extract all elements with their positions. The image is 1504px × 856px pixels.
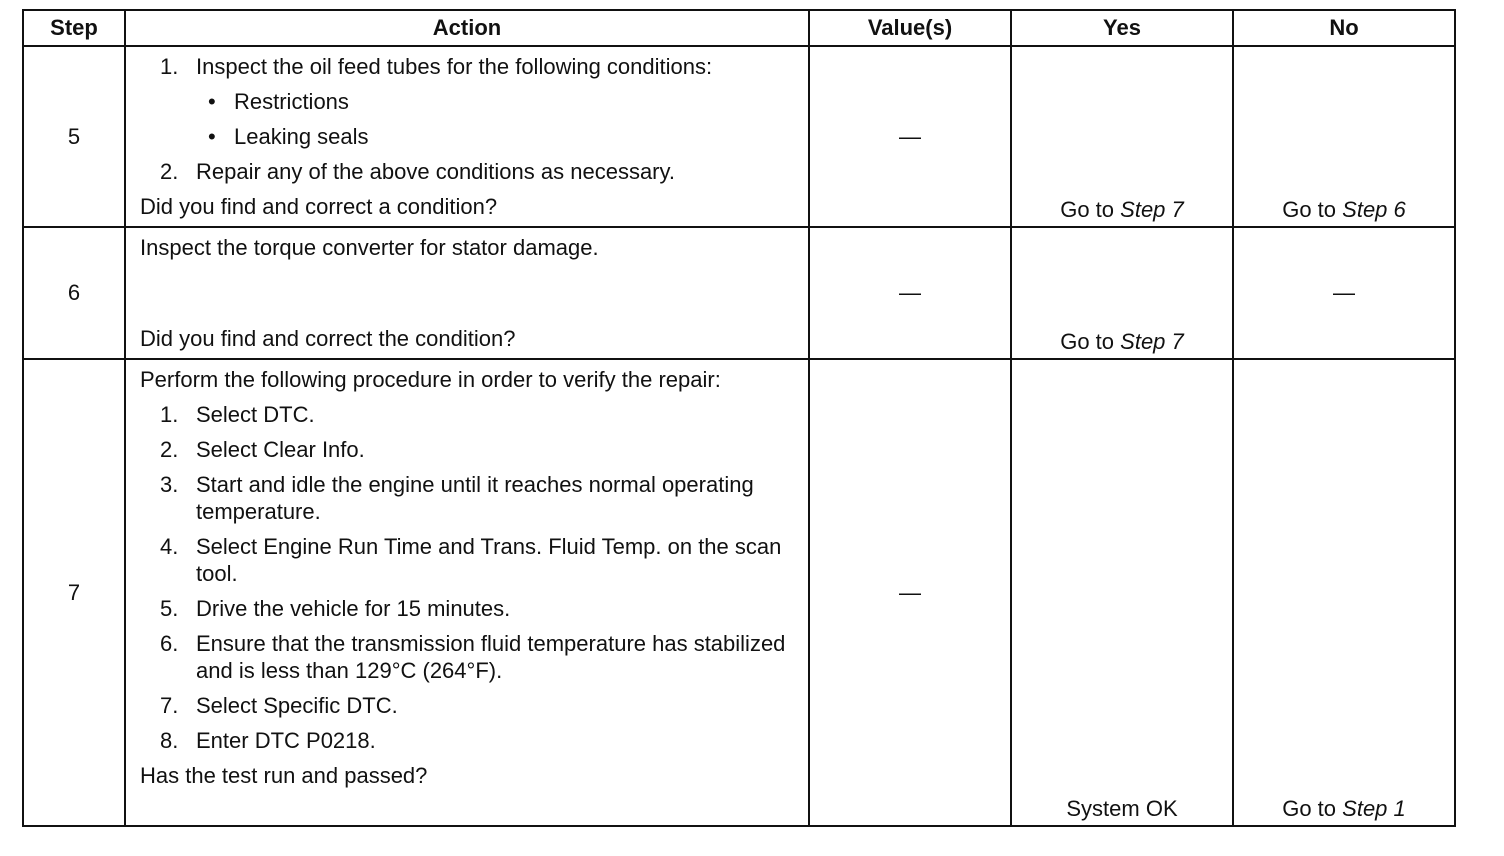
step-link[interactable]: Step 7 — [1120, 329, 1184, 354]
action-item: Ensure that the transmission fluid temperature has stabilized and is less than 129°C (264°F). — [196, 631, 786, 683]
no-cell: — — [1233, 227, 1455, 359]
step-link[interactable]: Step 7 — [1120, 197, 1184, 222]
bullet-icon: • — [208, 89, 216, 114]
header-step: Step — [23, 10, 125, 46]
question: Did you find and correct a condition? — [140, 194, 498, 219]
action-item: Select Engine Run Time and Trans. Fluid Temp. on the scan tool. — [196, 534, 782, 586]
no-cell: Go to Step 1 — [1233, 359, 1455, 826]
action-item: Start and idle the engine until it reaches normal operating temperature. — [196, 472, 754, 524]
table-row — [23, 46, 1455, 227]
action-item: Select DTC. — [196, 402, 315, 427]
action-intro: Inspect the torque converter for stator damage. — [140, 235, 599, 260]
action-item: Select Clear Info. — [196, 437, 365, 462]
header-values: Value(s) — [809, 10, 1011, 46]
yes-cell: System OK — [1011, 359, 1233, 826]
header-yes: Yes — [1011, 10, 1233, 46]
step-number: 7 — [23, 359, 125, 826]
action-cell — [125, 227, 809, 359]
action-item: Select Specific DTC. — [196, 693, 398, 718]
question: Has the test run and passed? — [140, 763, 428, 788]
table-row — [23, 227, 1455, 359]
no-cell: Go to Step 6 — [1233, 46, 1455, 227]
action-cell: Perform the following procedure in order to verify the repair: 1. Select DTC. 2. Select Clear Info. 3. Start and idle the engine until it reaches normal operating temperature. 4. Select Engine Run Time and Trans. Fluid Temp. on the scan tool. 5. Drive the vehicle for 15 minutes. 6. Ensure that the transmission fluid temperature has stabilized and is less than 129°C (264°F). 7. Select Specific DTC. 8. Enter DTC P0218. Has the test run and passed? — [125, 359, 809, 826]
table-row — [23, 359, 1455, 826]
header-no: No — [1233, 10, 1455, 46]
bullet-item: Restrictions — [234, 89, 349, 114]
header-action: Action — [125, 10, 809, 46]
action-item: Inspect the oil feed tubes for the following conditions: — [196, 54, 713, 79]
step-link[interactable]: Step 1 — [1342, 796, 1406, 821]
value-cell: — — [809, 359, 1011, 826]
action-item: Enter DTC P0218. — [196, 728, 376, 753]
bullet-icon: • — [208, 124, 216, 149]
header-row — [23, 10, 1455, 46]
action-item: Repair any of the above conditions as necessary. — [196, 159, 675, 184]
diagnostic-table — [22, 9, 1456, 827]
value-cell: — — [809, 46, 1011, 227]
value-cell: — — [809, 227, 1011, 359]
action-cell: 1. Inspect the oil feed tubes for the following conditions: • Restrictions • Leaking seals 2. Repair any of the above conditions as necessary. Did you find and correct a condition? — [125, 46, 809, 227]
action-intro: Perform the following procedure in order to verify the repair: — [140, 367, 721, 392]
step-number: 5 — [23, 46, 125, 227]
bullet-item: Leaking seals — [234, 124, 369, 149]
step-link[interactable]: Step 6 — [1342, 197, 1406, 222]
action-item: Drive the vehicle for 15 minutes. — [196, 596, 511, 621]
step-number: 6 — [23, 227, 125, 359]
yes-cell: Go to Step 7 — [1011, 227, 1233, 359]
yes-cell: Go to Step 7 — [1011, 46, 1233, 227]
question: Did you find and correct the condition? — [140, 326, 516, 351]
